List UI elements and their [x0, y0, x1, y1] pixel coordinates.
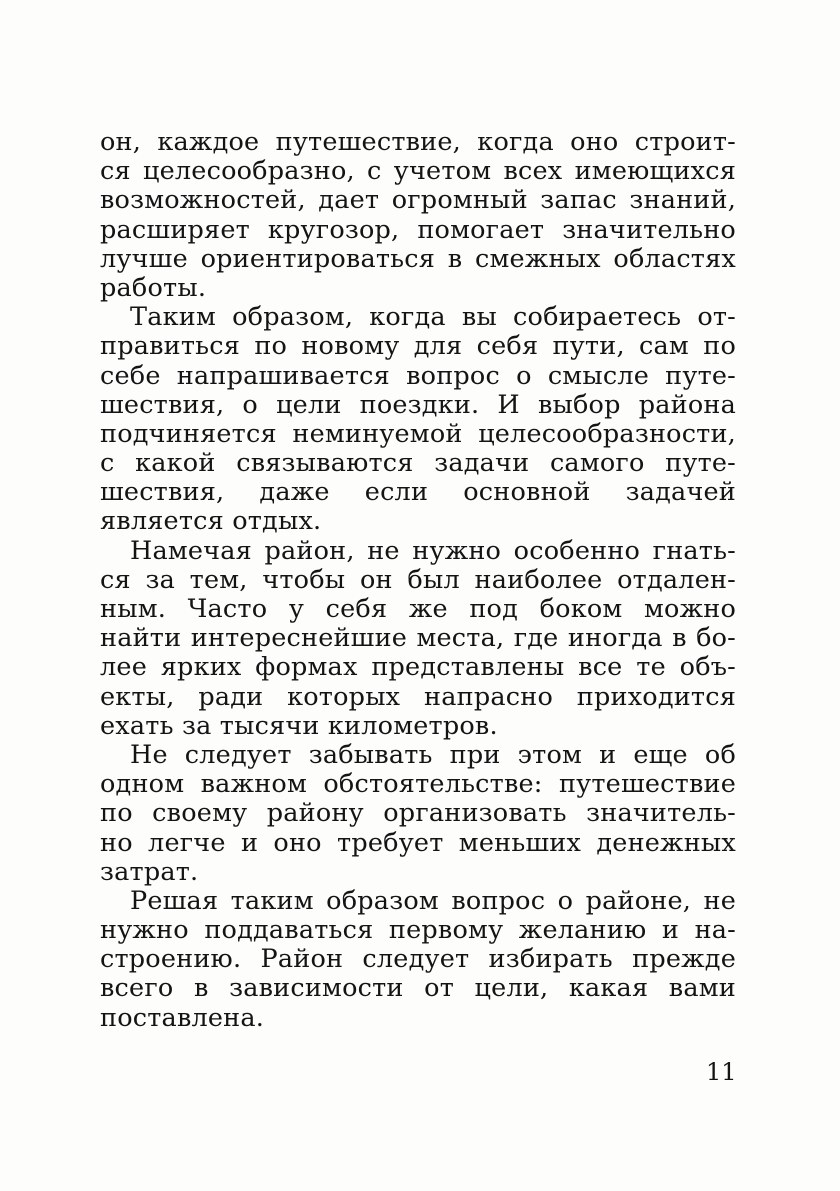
text-line: найти интереснейшие места, где иногда в бо- [100, 623, 736, 654]
text-line: строению. Район следует избирать прежде [100, 944, 736, 975]
text-line: поставлена. [100, 1002, 265, 1033]
text-line: Намечая район, не нужно особенно гнать- [130, 535, 736, 566]
text-line: лучше ориентироваться в смежных областях [100, 243, 736, 274]
text-line: возможностей, дает огромный запас знаний, [100, 185, 736, 216]
text-line: расширяет кругозор, помогает значительно [100, 214, 736, 245]
text-line: ся целесообразно, с учетом всех имеющихся [100, 156, 736, 187]
text-line: ным. Часто у себя же под боком можно [100, 594, 736, 624]
text-line: но легче и оно требует меньших денежных [100, 827, 736, 858]
paragraph-2 [100, 303, 736, 537]
text-line: екты, ради которых напрасно приходится [100, 681, 736, 712]
page-number: 11 [706, 1058, 737, 1086]
text-line: с какой связываются задачи самого путе- [100, 448, 736, 479]
text-line: шествия, о цели поездки. И выбор района [100, 389, 736, 420]
text-line: работы. [100, 272, 207, 303]
text-line: лее ярких формах представлены все те объ- [100, 652, 736, 683]
paragraph-3 [100, 537, 736, 741]
text-line: одном важном обстоятельстве: путешествие [100, 769, 736, 800]
text-line: является отдых. [100, 506, 322, 537]
text-line: он, каждое путешествие, когда оно строит- [100, 127, 736, 157]
paragraph-4 [100, 741, 736, 887]
text-line: ехать за тысячи километров. [100, 710, 498, 741]
text-line: по своему району организовать значитель- [100, 798, 736, 829]
text-line: Таким образом, когда вы собираетесь от- [130, 302, 736, 333]
text-line: затрат. [100, 856, 199, 887]
text-line: подчиняется неминуемой целесообразности, [100, 418, 736, 449]
text-line: себе напрашивается вопрос о смысле путе- [100, 360, 736, 391]
text-line: Решая таким образом вопрос о районе, не [130, 885, 736, 916]
text-line: Не следует забывать при этом и еще об [130, 739, 736, 770]
text-line: правиться по новому для себя пути, сам по [100, 331, 736, 362]
paragraph-1 [100, 128, 736, 303]
text-line: шествия, даже если основной задачей [100, 477, 736, 508]
text-line: всего в зависимости от цели, какая вами [100, 973, 736, 1004]
text-line: ся за тем, чтобы он был наиболее отдален- [100, 564, 736, 595]
paragraph-5 [100, 887, 736, 1033]
body-text [100, 128, 736, 1033]
text-line: нужно поддаваться первому желанию и на- [100, 915, 736, 946]
